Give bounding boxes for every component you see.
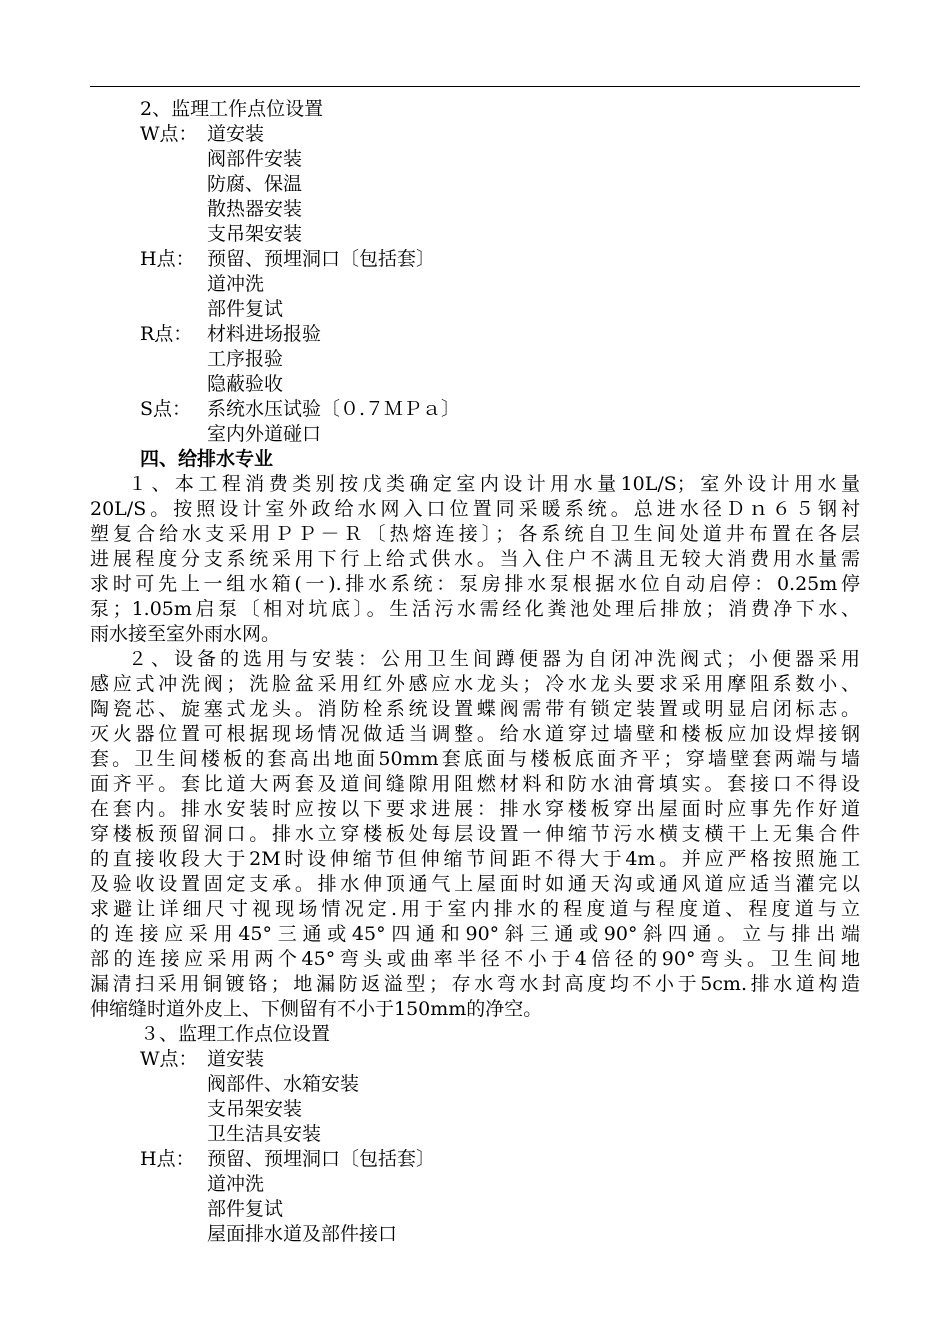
w-point-item: 支吊架安装 xyxy=(207,1098,303,1120)
s-point-item: 系统水压试验〔０.７ＭＰａ〕 xyxy=(207,398,461,420)
paragraph-line: 及验收设置固定支承。排水伸顶通气上屋面时如通天沟或通风道应适当灌完以 xyxy=(90,873,860,895)
h-point-label: H点： xyxy=(140,248,195,270)
paragraph-line: 在套内。排水安装时应按以下要求进展：排水穿楼板穿出屋面时应事先作好道 xyxy=(90,798,860,820)
w-point-label: W点： xyxy=(140,1048,198,1070)
paragraph-line: 的直接收段大于2M时设伸缩节但伸缩节间距不得大于4m。并应严格按照施工 xyxy=(90,848,860,870)
h-point-item: 屋面排水道及部件接口 xyxy=(207,1223,398,1245)
w-point-item: 卫生洁具安装 xyxy=(207,1123,322,1145)
h-point-item: 道冲洗 xyxy=(207,1173,265,1195)
h-point-item: 预留、预埋洞口〔包括套〕 xyxy=(207,1148,436,1170)
paragraph-line: 套。卫生间楼板的套高出地面50mm套底面与楼板底面齐平；穿墙壁套两端与墙 xyxy=(90,748,860,770)
paragraph-line: 漏清扫采用铜镀铬；地漏防返溢型；存水弯水封高度均不小于5cm.排水道构造 xyxy=(90,973,860,995)
w-point-label: W点： xyxy=(140,123,198,145)
paragraph-line: 泵；1.05m启泵〔相对坑底〕。生活污水需经化粪池处理后排放；消费净下水、 xyxy=(90,598,860,620)
h-point-label: H点： xyxy=(140,1148,195,1170)
paragraph-line: 20L/S。按照设计室外政给水网入口位置同采暖系统。总进水径Ｄｎ６５钢衬 xyxy=(90,498,860,520)
paragraph-line: 穿楼板预留洞口。排水立穿楼板处每层设置一伸缩节污水横支横干上无集合件 xyxy=(90,823,860,845)
section-heading: 四、给排水专业 xyxy=(140,448,274,470)
points-title: 2、监理工作点位设置 xyxy=(140,98,324,120)
paragraph-line: ２、设备的选用与安装：公用卫生间蹲便器为自闭冲洗阀式；小便器采用 xyxy=(128,648,860,670)
w-point-item: 道安装 xyxy=(207,123,265,145)
s-point-item: 室内外道碰口 xyxy=(207,423,322,445)
h-point-item: 部件复试 xyxy=(207,298,284,320)
r-point-item: 工序报验 xyxy=(207,348,284,370)
h-point-item: 部件复试 xyxy=(207,1198,284,1220)
paragraph-line: 求避让详细尺寸视现场情况定.用于室内排水的程度道与程度道、程度道与立 xyxy=(90,898,860,920)
paragraph-line: １、本工程消费类别按戊类确定室内设计用水量10L/S；室外设计用水量 xyxy=(128,473,860,495)
paragraph-line: 塑复合给水支采用ＰＰ－Ｒ〔热熔连接〕；各系统自卫生间处道井布置在各层 xyxy=(90,523,860,545)
paragraph-line: 的连接应采用45°三通或45°四通和90°斜三通或90°斜四通。立与排出端 xyxy=(90,923,860,945)
paragraph-line: 进展程度分支系统采用下行上给式供水。当入住户不满且无较大消费用水量需 xyxy=(90,548,860,570)
h-point-item: 预留、预埋洞口〔包括套〕 xyxy=(207,248,436,270)
r-point-label: R点： xyxy=(140,323,193,345)
paragraph-line: 感应式冲洗阀；洗脸盆采用红外感应水龙头；冷水龙头要求采用摩阻系数小、 xyxy=(90,673,860,695)
w-point-item: 阀部件、水箱安装 xyxy=(207,1073,360,1095)
r-point-item: 隐蔽验收 xyxy=(207,373,284,395)
paragraph-line: 陶瓷芯、旋塞式龙头。消防栓系统设置蝶阀需带有锁定装置或明显启闭标志。 xyxy=(90,698,860,720)
h-point-item: 道冲洗 xyxy=(207,273,265,295)
w-point-item: 支吊架安装 xyxy=(207,223,303,245)
r-point-item: 材料进场报验 xyxy=(207,323,322,345)
w-point-item: 防腐、保温 xyxy=(207,173,303,195)
paragraph-line: 求时可先上一组水箱(一).排水系统：泵房排水泵根据水位自动启停：0.25m停 xyxy=(90,573,860,595)
paragraph-line: 伸缩缝时道外皮上、下侧留有不小于150mm的净空。 xyxy=(90,998,543,1020)
w-point-item: 阀部件安装 xyxy=(207,148,303,170)
w-point-item: 散热器安装 xyxy=(207,198,303,220)
s-point-label: S点： xyxy=(140,398,192,420)
paragraph-line: 部的连接应采用两个45°弯头或曲率半径不小于4倍径的90°弯头。卫生间地 xyxy=(90,948,860,970)
paragraph-line: 雨水接至室外雨水网。 xyxy=(90,623,281,645)
points-title: ３、监理工作点位设置 xyxy=(140,1023,331,1045)
header-rule xyxy=(90,86,860,87)
w-point-item: 道安装 xyxy=(207,1048,265,1070)
paragraph-line: 灭火器位置可根据现场情况做适当调整。给水道穿过墙壁和楼板应加设焊接钢 xyxy=(90,723,860,745)
paragraph-line: 面齐平。套比道大两套及道间缝隙用阻燃材料和防水油膏填实。套接口不得设 xyxy=(90,773,860,795)
